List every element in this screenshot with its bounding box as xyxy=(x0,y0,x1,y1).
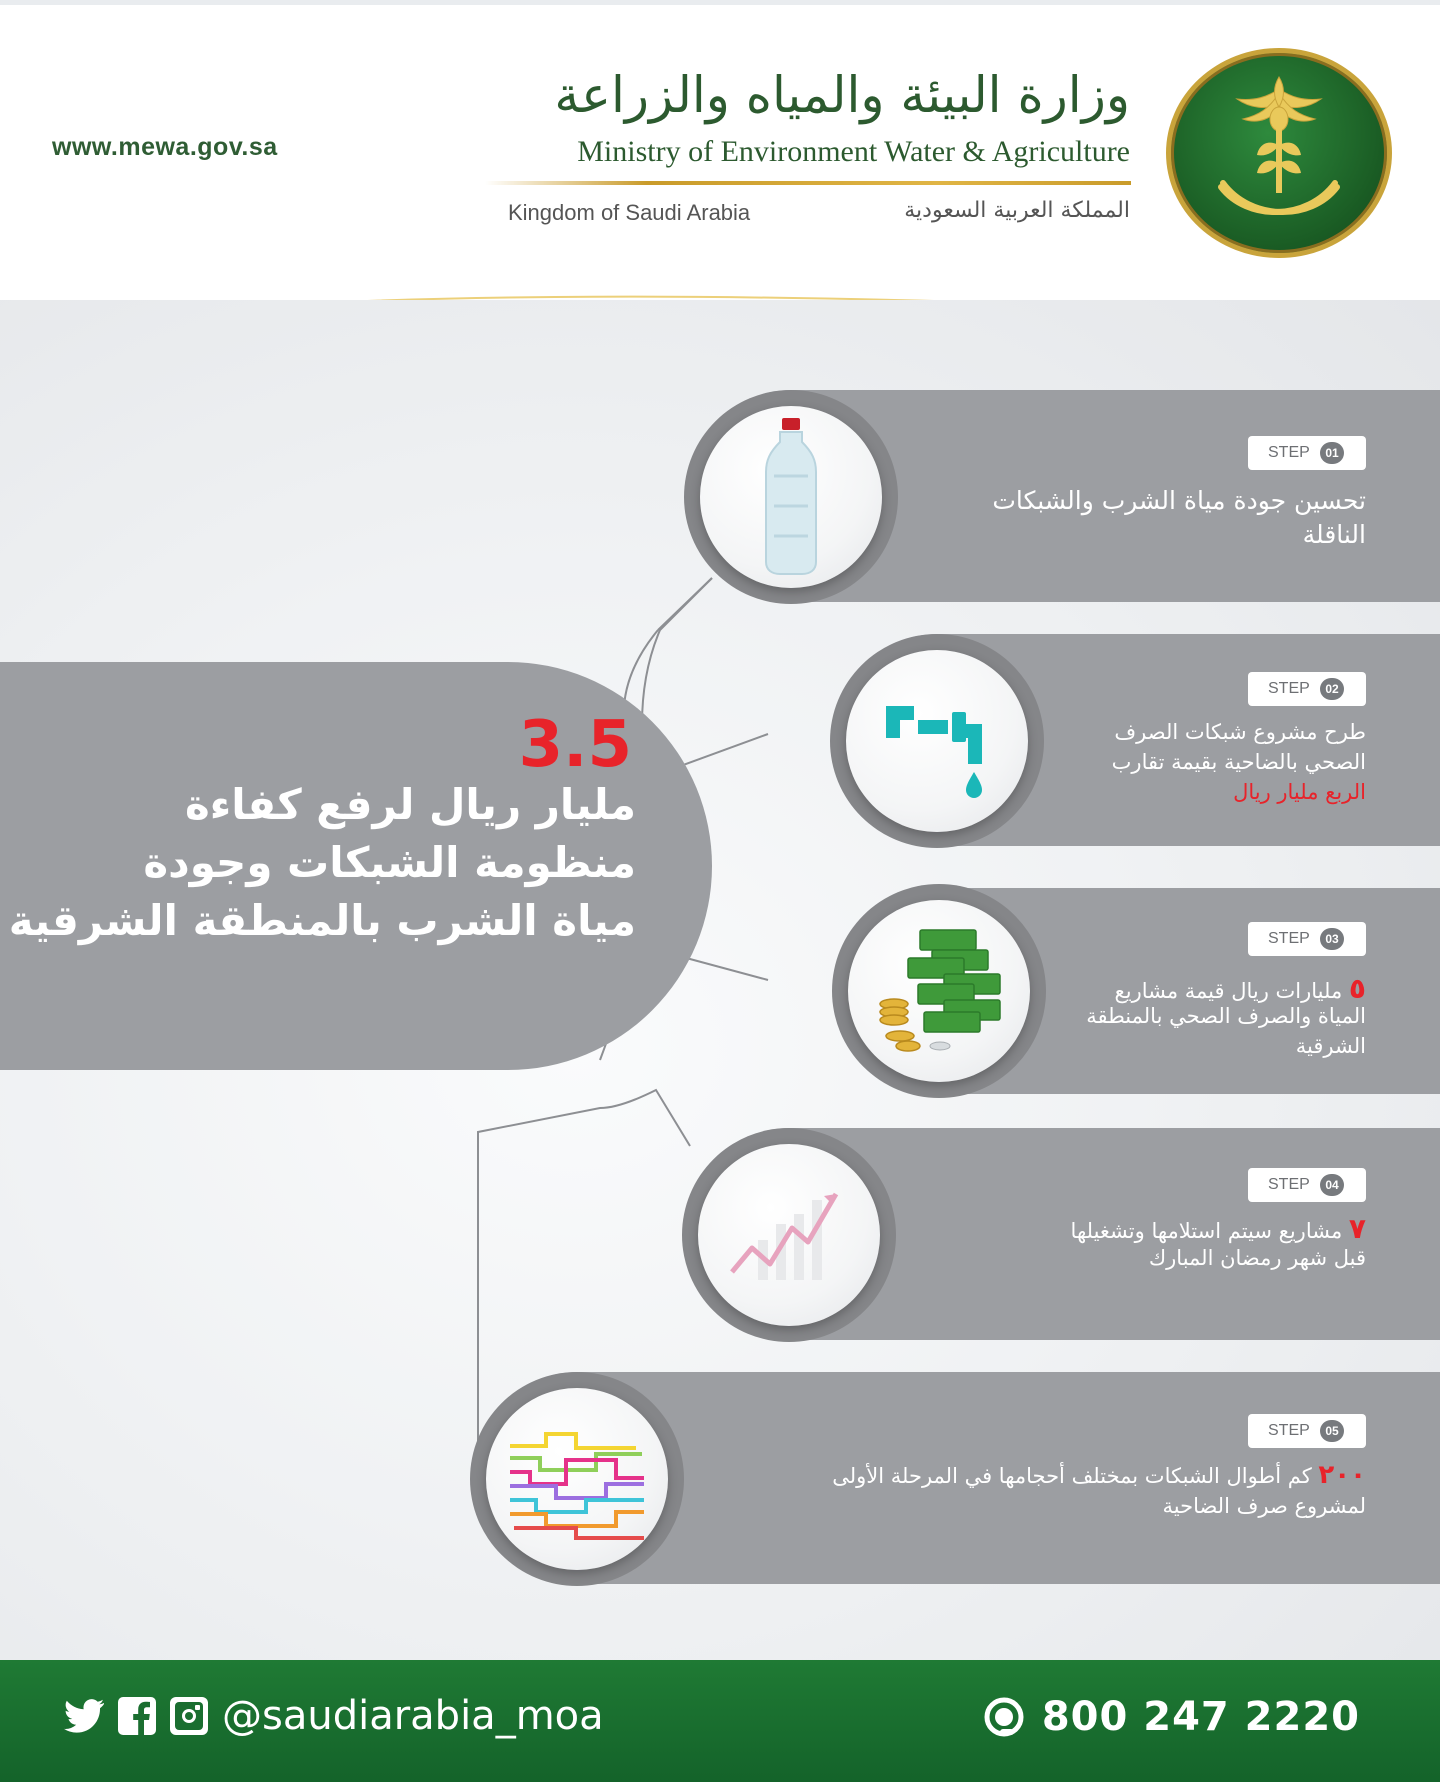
step-text-03-line-2: المياة والصرف الصحي بالمنطقة xyxy=(1086,1004,1366,1028)
step-text-01-line-2: الناقلة xyxy=(1302,520,1366,549)
kingdom-name-english: Kingdom of Saudi Arabia xyxy=(508,200,751,225)
social-links xyxy=(64,1691,604,1741)
hotline-number[interactable]: 800 247 2220 xyxy=(1041,1694,1360,1740)
step-circle-02 xyxy=(830,634,1044,848)
faucet-pipe-icon xyxy=(846,650,1028,832)
step-icon-frame-04 xyxy=(698,1144,880,1326)
summary-line-2: منظومة الشبكات وجودة xyxy=(143,838,636,887)
step-text-01-line-1: تحسين جودة مياة الشرب والشبكات xyxy=(992,486,1366,515)
summary-line-3: مياة الشرب بالمنطقة الشرقية xyxy=(8,896,636,945)
step-04-number: ٧ xyxy=(1348,1212,1366,1245)
step-badge-number: 04 xyxy=(1320,1174,1344,1196)
growth-chart-icon xyxy=(698,1144,880,1326)
step-badge-number: 03 xyxy=(1320,928,1344,950)
step-icon-frame-01 xyxy=(700,406,882,588)
twitter-icon[interactable] xyxy=(64,1699,104,1733)
step-text-05-line-2: لمشروع صرف الضاحية xyxy=(1162,1494,1366,1518)
website-link[interactable]: www.mewa.gov.sa xyxy=(52,133,278,161)
facebook-icon[interactable] xyxy=(118,1697,156,1735)
step-text-05-line-1 xyxy=(832,1460,1366,1490)
step-03-number: ٥ xyxy=(1348,972,1366,1005)
step-icon-frame-02 xyxy=(846,650,1028,832)
ministry-name-arabic: وزارة البيئة والمياه والزراعة xyxy=(554,66,1130,124)
step-circle-05 xyxy=(470,1372,684,1586)
step-05-first-line: كم أطوال الشبكات بمختلف أحجامها في المرحلة الأولى xyxy=(832,1464,1312,1488)
step-circle-04 xyxy=(682,1128,896,1342)
step-badge-label: STEP xyxy=(1268,680,1310,697)
step-badge-04 xyxy=(1248,1168,1366,1202)
step-text-02-line-2: الصحي بالضاحية بقيمة تقارب xyxy=(1111,750,1366,774)
step-badge-03 xyxy=(1248,922,1366,956)
pipe-network-icon xyxy=(486,1388,668,1570)
step-badge-label: STEP xyxy=(1268,930,1310,947)
step-text-02-line-1: طرح مشروع شبكات الصرف xyxy=(1114,720,1366,744)
step-circle-01 xyxy=(684,390,898,604)
step-text-04-line-1 xyxy=(1071,1212,1366,1245)
hotline xyxy=(984,1694,1360,1740)
step-badge-05 xyxy=(1248,1414,1366,1448)
step-badge-01 xyxy=(1248,436,1366,470)
step-03-first-line: مليارات ريال قيمة مشاريع xyxy=(1114,979,1343,1003)
step-text-02-highlight: الربع مليار ريال xyxy=(1233,780,1366,804)
step-icon-frame-05 xyxy=(486,1388,668,1570)
summary-line-1: مليار ريال لرفع كفاءة xyxy=(184,780,636,829)
step-04-first-line: مشاريع سيتم استلامها وتشغيلها xyxy=(1070,1219,1343,1243)
money-coins-icon xyxy=(848,900,1030,1082)
water-bottle-icon xyxy=(700,406,882,588)
step-badge-number: 02 xyxy=(1320,678,1344,700)
step-05-number: ٢٠٠ xyxy=(1318,1460,1366,1490)
step-text-03-line-3: الشرقية xyxy=(1295,1034,1366,1058)
instagram-icon[interactable] xyxy=(170,1697,208,1735)
ministry-name-english: Ministry of Environment Water & Agriculture xyxy=(577,135,1130,168)
kingdom-name-arabic: المملكة العربية السعودية xyxy=(904,198,1130,223)
step-badge-number: 01 xyxy=(1320,442,1344,464)
step-text-03-line-1 xyxy=(1115,972,1366,1005)
total-amount: 3.5 xyxy=(518,708,632,782)
step-badge-label: STEP xyxy=(1268,1422,1310,1439)
step-badge-number: 05 xyxy=(1320,1420,1344,1442)
step-icon-frame-03 xyxy=(848,900,1030,1082)
step-text-04-line-2: قبل شهر رمضان المبارك xyxy=(1148,1246,1366,1270)
step-badge-label: STEP xyxy=(1268,1176,1310,1193)
step-badge-02 xyxy=(1248,672,1366,706)
phone-headset-icon xyxy=(984,1697,1024,1737)
social-handle[interactable]: @saudiarabia_moa xyxy=(222,1693,604,1739)
step-badge-label: STEP xyxy=(1268,444,1310,461)
step-circle-03 xyxy=(832,884,1046,1098)
